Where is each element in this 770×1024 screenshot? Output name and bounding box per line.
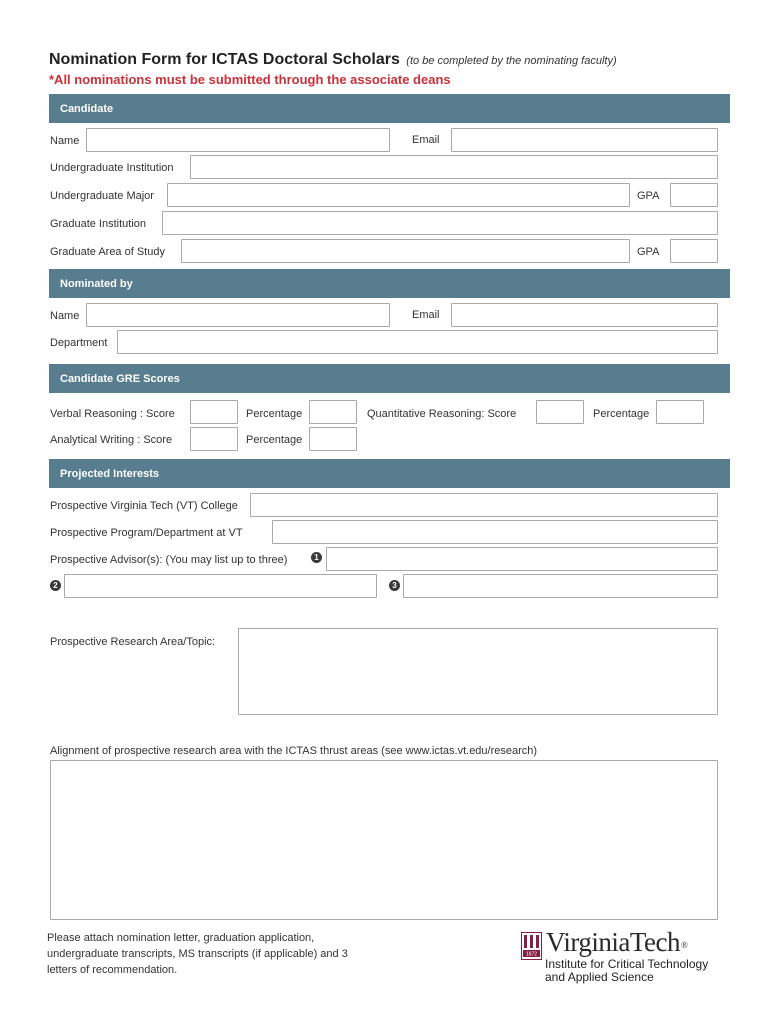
- attachment-instructions: Please attach nomination letter, graduation application, undergraduate transcripts, MS transcripts (if applicable) and 3 letters of recommendation.: [47, 932, 348, 976]
- quant-percentage-field[interactable]: [656, 400, 704, 424]
- grad-institution-field[interactable]: [162, 211, 718, 235]
- undergrad-institution-field[interactable]: [190, 155, 718, 179]
- candidate-name-field[interactable]: [86, 128, 390, 152]
- grad-gpa-field[interactable]: [670, 239, 718, 263]
- institute-name: [545, 958, 708, 984]
- advisors-label: Prospective Advisor(s): (You may list up to three): [50, 554, 288, 566]
- department-label: Department: [50, 337, 108, 349]
- grad-area-label: Graduate Area of Study: [50, 246, 165, 258]
- writing-percentage-label: Percentage: [246, 434, 303, 446]
- grad-gpa-label: GPA: [637, 246, 660, 258]
- advisor-2-field[interactable]: [64, 574, 377, 598]
- department-field[interactable]: [117, 330, 718, 354]
- form-title: [49, 51, 617, 69]
- virginia-tech-logo: [546, 927, 687, 958]
- research-area-label: Prospective Research Area/Topic:: [50, 636, 216, 648]
- section-header-projected-interests: Projected Interests: [49, 459, 730, 488]
- verbal-score-field[interactable]: [190, 400, 238, 424]
- undergrad-institution-label: Undergraduate Institution: [50, 162, 174, 174]
- form-title-main: Nomination Form for ICTAS Doctoral Scholars: [49, 51, 400, 68]
- institute-name-line-1: Institute for Critical Technology: [545, 957, 709, 971]
- undergrad-gpa-field[interactable]: [670, 183, 718, 207]
- nominator-email-field[interactable]: [451, 303, 718, 327]
- undergrad-gpa-label: GPA: [637, 190, 660, 202]
- form-title-subtitle: (to be completed by the nominating faculty): [406, 55, 617, 67]
- writing-score-field[interactable]: [190, 427, 238, 451]
- writing-score-label: Analytical Writing : Score: [50, 434, 173, 446]
- registered-mark: ®: [680, 940, 688, 950]
- section-header-gre-scores: Candidate GRE Scores: [49, 364, 730, 393]
- writing-percentage-field[interactable]: [309, 427, 357, 451]
- advisor-3-field[interactable]: [403, 574, 718, 598]
- advisor-number-2-icon: 2: [50, 580, 61, 591]
- grad-institution-label: Graduate Institution: [50, 218, 147, 230]
- candidate-email-field[interactable]: [451, 128, 718, 152]
- verbal-percentage-field[interactable]: [309, 400, 357, 424]
- candidate-name-label: Name: [50, 135, 80, 147]
- nominator-email-label: Email: [412, 309, 440, 321]
- vt-program-label: Prospective Program/Department at VT: [50, 527, 243, 539]
- submission-notice: *All nominations must be submitted through the associate deans: [49, 72, 451, 87]
- grad-area-field[interactable]: [181, 239, 630, 263]
- advisor-number-3-icon: 3: [389, 580, 400, 591]
- verbal-percentage-label: Percentage: [246, 408, 303, 420]
- quant-score-label: Quantitative Reasoning: Score: [367, 408, 517, 420]
- nominator-name-label: Name: [50, 310, 80, 322]
- research-area-textarea[interactable]: [238, 628, 718, 715]
- institute-name-line-2: and Applied Science: [545, 970, 654, 984]
- quant-score-field[interactable]: [536, 400, 584, 424]
- verbal-score-label: Verbal Reasoning : Score: [50, 408, 175, 420]
- advisor-1-field[interactable]: [326, 547, 718, 571]
- undergrad-major-field[interactable]: [167, 183, 630, 207]
- virginia-tech-logo-text: VirginiaTech: [546, 927, 680, 957]
- advisor-number-1-icon: 1: [311, 552, 322, 563]
- section-header-candidate: Candidate: [49, 94, 730, 123]
- section-header-nominated-by: Nominated by: [49, 269, 730, 298]
- vt-college-label: Prospective Virginia Tech (VT) College: [50, 500, 238, 512]
- candidate-email-label: Email: [412, 134, 440, 146]
- quant-percentage-label: Percentage: [593, 408, 650, 420]
- vt-program-field[interactable]: [272, 520, 718, 544]
- vt-college-field[interactable]: [250, 493, 718, 517]
- alignment-textarea[interactable]: [50, 760, 718, 920]
- alignment-label: Alignment of prospective research area with the ICTAS thrust areas (see www.ictas.vt.edu/research): [50, 745, 538, 757]
- logo-year: 1872: [525, 951, 538, 958]
- undergrad-major-label: Undergraduate Major: [50, 190, 154, 202]
- virginia-tech-shield-icon: [521, 932, 542, 960]
- nominator-name-field[interactable]: [86, 303, 390, 327]
